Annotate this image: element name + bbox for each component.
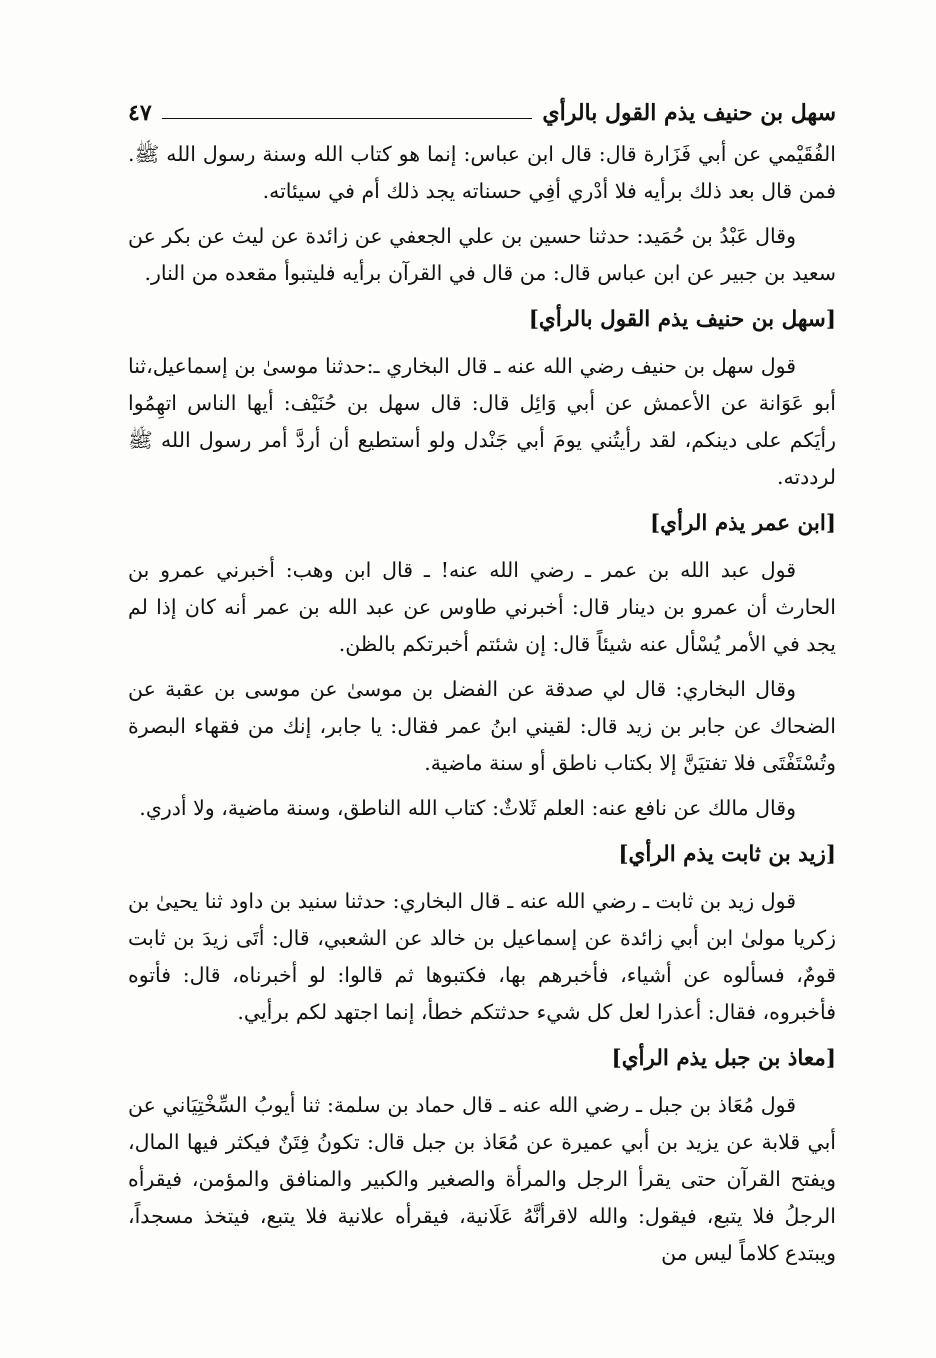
section-heading: [سهل بن حنيف يذم القول بالرأي]	[528, 307, 836, 332]
running-header	[128, 96, 836, 126]
section-heading: [معاذ بن جبل يذم الرأي]	[611, 1046, 836, 1071]
paragraph: وقال البخاري: قال لي صدقة عن الفضل بن موسىٰ عن موسى بن عقبة عن الضحاك عن جابر بن زيد قال: لقيني ابنُ عمر فقال: يا جابر، إنك من فقهاء البصرة وتُسْتَفْتَى فلا تفتيَنَّ إلا بكتاب ناطق أو سنة ماضية.	[128, 677, 836, 775]
paragraph: قول عبد الله بن عمر ـ رضي الله عنه! ـ قال ابن وهب: أخبرني عمرو بن الحارث أن عمرو بن دينار قال: أخبرني طاوس عن عبد الله بن عمر أنه كان إذا لم يجد في الأمر يُسْأل عنه شيئاً قال: إن شئتم أخبرتكم بالظن.	[128, 558, 836, 656]
page-number: ٤٧	[128, 100, 152, 126]
paragraph: وقال مالك عن نافع عنه: العلم ثَلاثٌ: كتاب الله الناطق، وسنة ماضية، ولا أدري.	[139, 796, 796, 820]
paragraph: الفُقَيْمي عن أبي فَزَارة قال: قال ابن عباس: إنما هو كتاب الله وسنة رسول الله ﷺ. فمن قال بعد ذلك برأيه فلا أدْري أفِي حسناته يجد ذلك أم في سيئاته.	[128, 142, 836, 203]
page-body	[128, 136, 836, 1336]
running-title: سهل بن حنيف يذم القول بالرأي	[542, 100, 836, 126]
paragraph: قول سهل بن حنيف رضي الله عنه ـ قال البخاري ـ:حدثنا موسىٰ بن إسماعيل،ثنا أبو عَوَانة عن الأعمش عن أبي وَائِل قال: قال سهل بن حُنَيْف: أيها الناس اتهِمُوا رأيَكم على دينكم، لقد رأيتُني يومَ أبي جَنْدل ولو أستطيع أن أردَّ أمر رسول الله ﷺ لرددته.	[128, 354, 836, 489]
paragraph: وقال عَبْدُ بن حُمَيد: حدثنا حسين بن علي الجعفي عن زائدة عن ليث عن بكر عن سعيد بن جبير عن ابن عباس قال: من قال في القرآن برأيه فليتبوأ مقعده من النار.	[128, 224, 836, 285]
section-heading: [زيد بن ثابت يذم الرأي]	[618, 842, 836, 867]
paragraph: قول مُعَاذ بن جبل ـ رضي الله عنه ـ قال حماد بن سلمة: ثنا أيوبُ السِّخْتِيَاني عن أبي قلابة عن يزيد بن أبي عميرة عن مُعَاذ بن جبل قال: تكونُ فِتَنٌ فيكثر فيها المال، ويفتح القرآن حتى يقرأ الرجل والمرأة والصغير والكبير والمنافق والمؤمن، فيقرأه الرجلُ فلا يتبع، فيقول: والله لاقرأنَّهُ عَلَانية، فيقرأه علانية فلا يتبع، فيتخذ مسجداً، ويبتدع كلاماً ليس من	[128, 1093, 836, 1265]
section-heading: [ابن عمر يذم الرأي]	[649, 511, 836, 536]
paragraph: قول زيد بن ثابت ـ رضي الله عنه ـ قال البخاري: حدثنا سنيد بن داود ثنا يحيىٰ بن زكريا مولىٰ ابن أبي زائدة عن إسماعيل بن خالد عن الشعبي، قال: أتَى زيدَ بن ثابت قومٌ، فسألوه عن أشياء، فأخبرهم بها، فكتبوها ثم قالوا: لو أخبرناه، قال: فأتوه فأخبروه، فقال: أعذرا لعل كل شيء حدثتكم خطأ، إنما اجتهد لكم برأيي.	[128, 889, 836, 1024]
header-rule	[162, 118, 533, 119]
